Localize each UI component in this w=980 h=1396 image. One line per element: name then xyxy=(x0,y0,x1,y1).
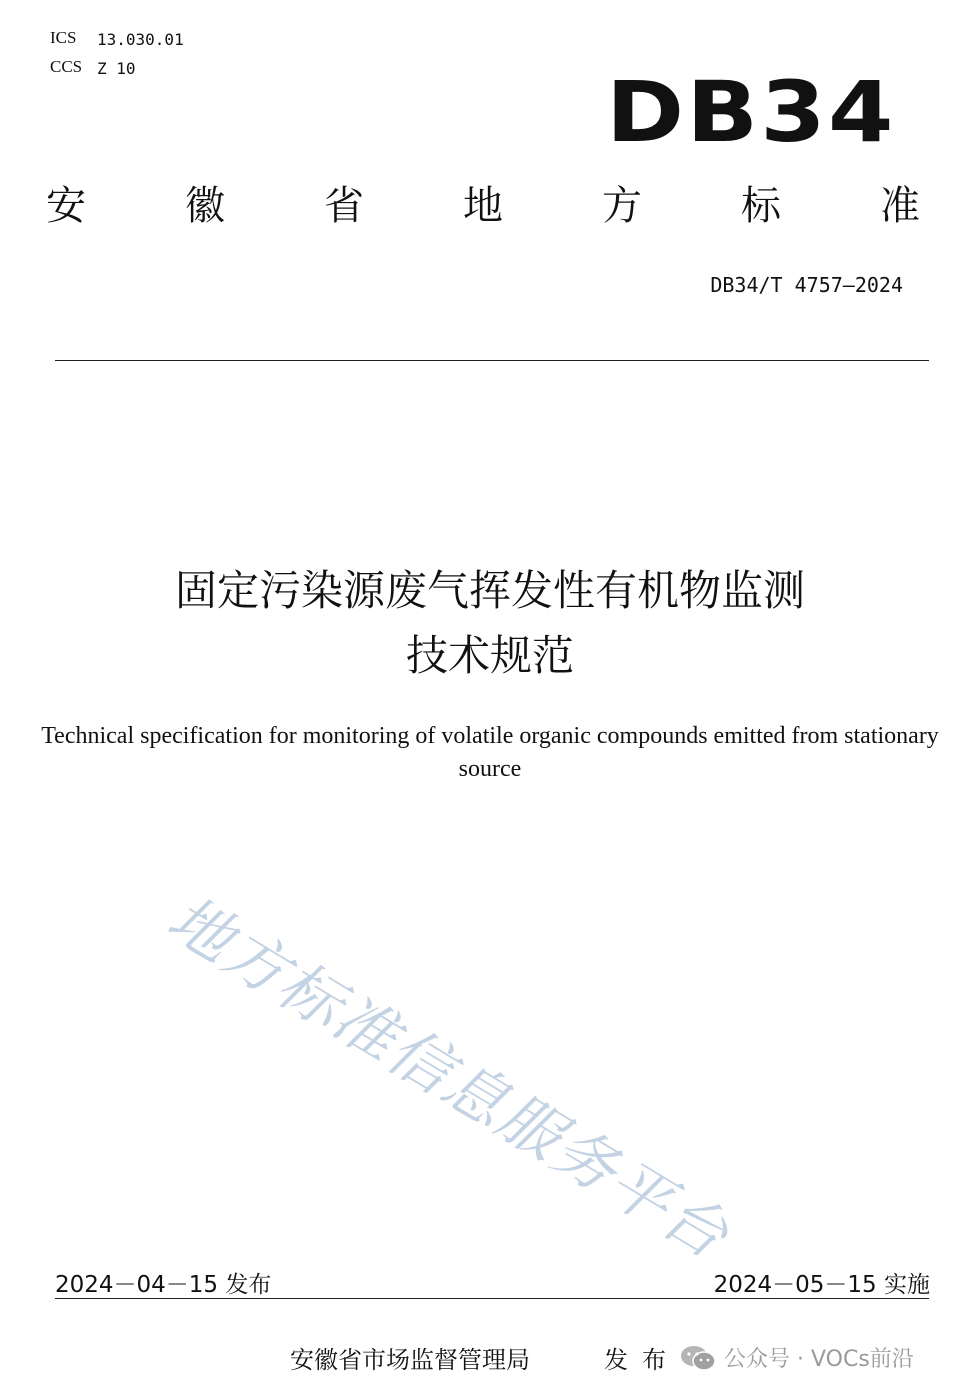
ics-value: 13.030.01 xyxy=(97,30,184,49)
english-title: Technical specification for monitoring of volatile organic compounds emitted from stationary source xyxy=(41,723,939,782)
heading-char: 方 xyxy=(602,183,642,229)
ics-label: ICS xyxy=(50,28,77,47)
provincial-standard-heading xyxy=(46,183,920,229)
standard-number: DB34/T 4757—2024 xyxy=(710,273,903,297)
issue-word: 发布 xyxy=(604,1346,680,1374)
heading-char: 安 xyxy=(46,183,86,229)
watermark: 地方标准信息服务平台 xyxy=(155,881,742,1274)
publish-date: 2024－04－15 发布 xyxy=(55,1272,272,1298)
db34-logo: DB34 xyxy=(606,63,896,161)
bottom-divider xyxy=(55,1298,929,1299)
heading-char: 标 xyxy=(741,183,781,229)
heading-char: 准 xyxy=(880,183,920,229)
wechat-overlay-text: 公众号 · VOCs前沿 xyxy=(724,1347,914,1372)
heading-char: 徽 xyxy=(185,183,225,229)
heading-char: 省 xyxy=(324,183,364,229)
heading-char: 地 xyxy=(463,183,503,229)
top-divider xyxy=(55,360,929,361)
title-line-2: 技术规范 xyxy=(405,631,574,680)
ccs-value: Z 10 xyxy=(97,59,136,78)
issuer-name: 安徽省市场监督管理局 xyxy=(290,1346,530,1374)
title-line-1: 固定污染源废气挥发性有机物监测 xyxy=(174,566,805,615)
implement-date: 2024－05－15 实施 xyxy=(713,1272,930,1298)
wechat-overlay xyxy=(680,1342,914,1373)
wechat-icon xyxy=(680,1344,716,1372)
ccs-label: CCS xyxy=(50,57,83,76)
